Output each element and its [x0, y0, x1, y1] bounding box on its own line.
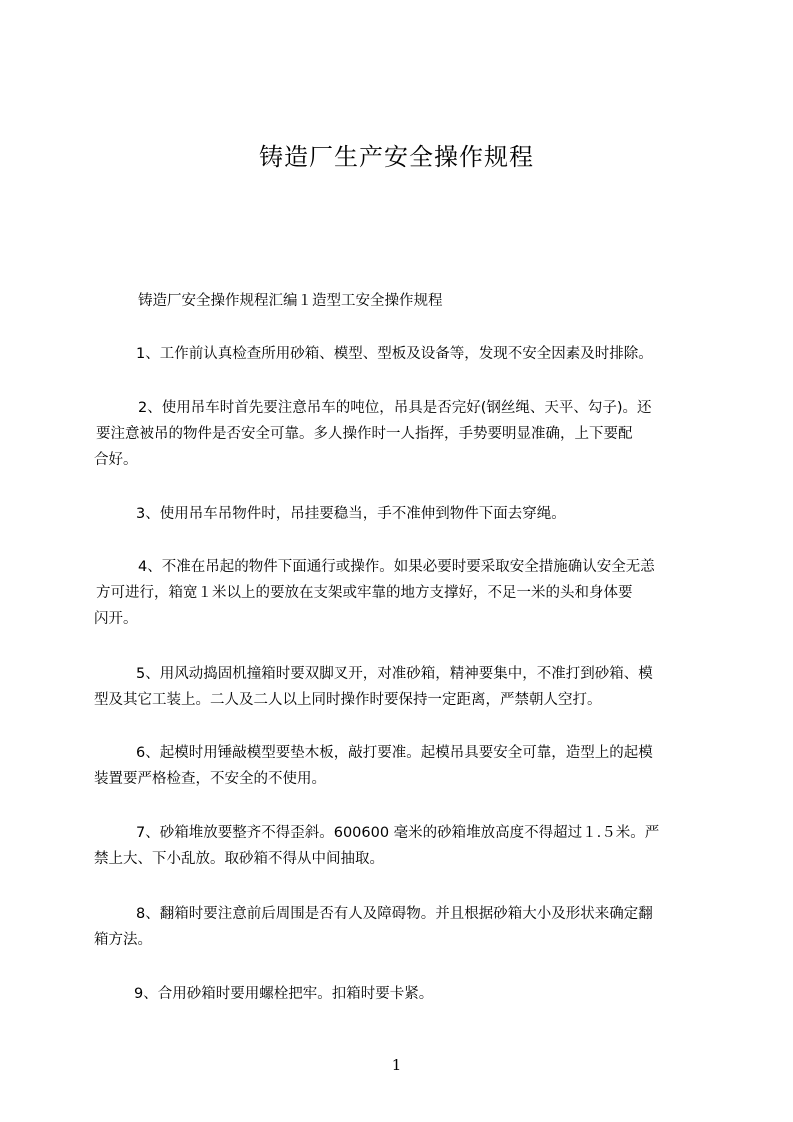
intro-paragraph: 铸造厂安全操作规程汇编１造型工安全操作规程 [138, 293, 443, 309]
paragraph-line: 方可进行，箱宽１米以上的要放在支架或牢靠的地方支撑好，不足一米的头和身体要 [96, 585, 633, 601]
rule-paragraph-7 [94, 820, 710, 872]
paragraph-line: 1、工作前认真检查所用砂箱、模型、型板及设备等，发现不安全因素及时排除。 [136, 346, 653, 362]
paragraph-line: 合好。 [94, 452, 138, 468]
page-title: 铸造厂生产安全操作规程 [259, 143, 534, 171]
paragraph-line: 6、起模时用锤敲模型要垫木板，敲打要准。起模吊具要安全可靠，造型上的起模 [136, 745, 653, 761]
rule-paragraph-6 [94, 740, 710, 792]
paragraph-line: 7、砂箱堆放要整齐不得歪斜。600600 毫米的砂箱堆放高度不得超过１.５米。严 [136, 825, 660, 841]
rule-paragraph-9 [94, 981, 710, 1007]
paragraph-line: 2、使用吊车时首先要注意吊车的吨位，吊具是否完好(钢丝绳、天平、勾子)。还 [138, 400, 652, 416]
rule-paragraph-1 [94, 341, 710, 367]
page-number: 1 [391, 1056, 402, 1074]
paragraph-line: 4、不准在吊起的物件下面通行或操作。如果必要时要采取安全措施确认安全无恙 [138, 559, 655, 575]
paragraph-line: 3、使用吊车吊物件时，吊挂要稳当，手不准伸到物件下面去穿绳。 [136, 506, 566, 522]
paragraph-line: 装置要严格检查，不安全的不使用。 [94, 771, 326, 787]
paragraph-line: 9、合用砂箱时要用螺栓把牢。扣箱时要卡紧。 [134, 986, 434, 1002]
rule-paragraph-5 [94, 661, 710, 713]
rule-paragraph-3 [94, 501, 710, 527]
paragraph-line: 禁上大、下小乱放。取砂箱不得从中间抽取。 [94, 851, 384, 867]
paragraph-line: 型及其它工装上。二人及二人以上同时操作时要保持一定距离，严禁朝人空打。 [94, 692, 602, 708]
rule-paragraph-2 [94, 395, 710, 473]
rule-paragraph-8 [94, 901, 710, 953]
rule-paragraph-4 [94, 554, 710, 632]
paragraph-line: 闪开。 [94, 611, 138, 627]
paragraph-line: 5、用风动捣固机撞箱时要双脚叉开，对准砂箱，精神要集中，不准打到砂箱、模 [136, 666, 653, 682]
paragraph-line: 8、翻箱时要注意前后周围是否有人及障碍物。并且根据砂箱大小及形状来确定翻 [136, 906, 653, 922]
paragraph-line: 要注意被吊的物件是否安全可靠。多人操作时一人指挥，手势要明显准确，上下要配 [96, 426, 633, 442]
paragraph-line: 箱方法。 [94, 932, 152, 948]
